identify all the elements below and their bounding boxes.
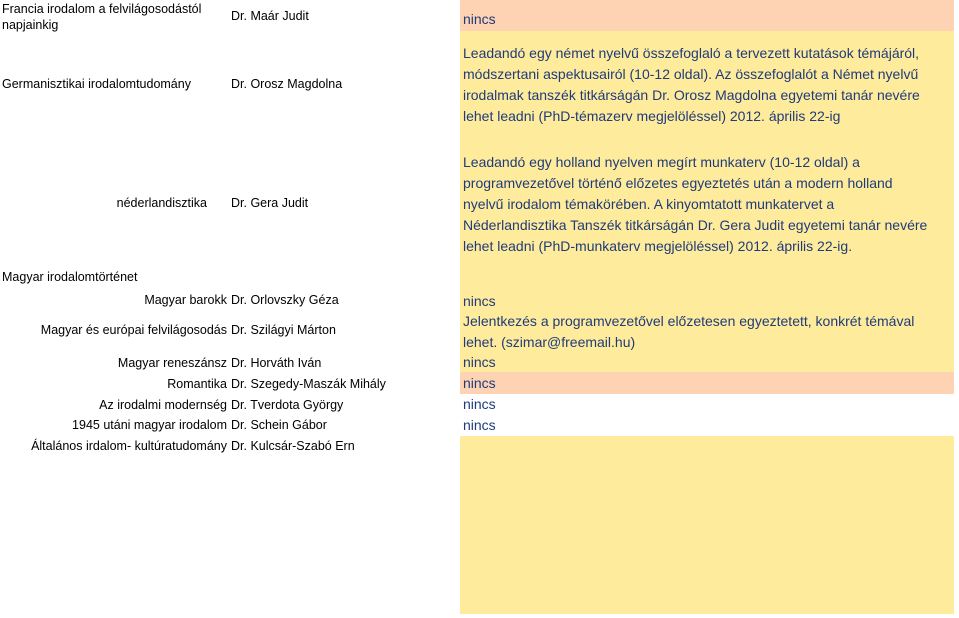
note-felvilagosodas — [460, 311, 954, 353]
note-magyar-barokk: nincs — [463, 293, 496, 309]
note-line: módszertani aspektusairól (10-12 oldal). Az összefoglalót a Német nyelvű — [463, 66, 919, 82]
subject-1945: 1945 utáni magyar irodalom — [72, 418, 227, 432]
note-line: programvezetővel történő előzetes egyeztetés után a modern holland — [463, 175, 893, 191]
teacher-gera-judit: Dr. Gera Judit — [231, 196, 309, 210]
teacher-kulcsar-szabo: Dr. Kulcsár-Szabó Ern — [231, 439, 355, 453]
note-line: irodalmak tanszék titkárságán Dr. Orosz Magdolna egyetemi tanár nevére — [463, 87, 920, 103]
subject-francia: Francia irodalom a felvilágosodástól napjainkig — [2, 2, 202, 32]
subject-germanisztika: Germanisztikai irodalomtudomány — [2, 77, 191, 91]
note-line: Leadandó egy német nyelvű összefoglaló a tervezett kutatások témájáról, — [463, 45, 920, 61]
subject-altalanos: Általános irdalom- kultúratudomány — [31, 439, 227, 453]
teacher-horvath: Dr. Horváth Iván — [231, 356, 322, 370]
note-line: lehet. (szimar@freemail.hu) — [463, 334, 636, 350]
note-line: Néderlandisztika Tanszék titkárságán Dr. Gera Judit egyetemi tanár nevére — [463, 217, 928, 233]
note-line: nyelvű irodalom témakörében. A kinyomtatott munkatervet a — [463, 196, 835, 212]
teacher-szegedy-maszak: Dr. Szegedy-Maszák Mihály — [231, 377, 386, 391]
note-line: Jelentkezés a programvezetővel előzetesen egyeztetett, konkrét témával — [463, 313, 915, 329]
note-line: lehet leadni (PhD-témazerv megjelöléssel) 2012. április 22-ig — [463, 108, 841, 124]
subject-romantika: Romantika — [167, 377, 227, 391]
note-romantika: nincs — [463, 375, 496, 391]
note-germanisztika — [460, 43, 954, 127]
teacher-tverdota: Dr. Tverdota György — [231, 398, 344, 412]
subject-reneszansz: Magyar reneszánsz — [117, 356, 227, 370]
note-modernseg: nincs — [463, 396, 496, 412]
note-reneszansz: nincs — [463, 354, 496, 370]
subject-modernseg: Az irodalmi modernség — [99, 398, 227, 412]
teacher-orosz-magdolna: Dr. Orosz Magdolna — [231, 77, 343, 91]
note-line: Leadandó egy holland nyelven megírt munkaterv (10-12 oldal) a — [463, 154, 860, 170]
teacher-schein: Dr. Schein Gábor — [231, 418, 327, 432]
note-francia: nincs — [463, 11, 496, 27]
teacher-szilagyi: Dr. Szilágyi Márton — [231, 323, 336, 337]
subject-felvilagosodas: Magyar és európai felvilágosodás — [40, 323, 227, 337]
teacher-orlovszky: Dr. Orlovszky Géza — [231, 293, 339, 307]
teacher-maar-judit: Dr. Maár Judit — [231, 9, 309, 23]
section-title: Magyar irodalomtörténet — [2, 270, 138, 284]
note-1945: nincs — [463, 417, 496, 433]
note-line: lehet leadni (PhD-munkaterv megjelöléssel) 2012. április 22-ig. — [463, 238, 853, 254]
note-nederlandisztika — [460, 152, 954, 257]
subject-nederlandisztika: néderlandisztika — [116, 196, 207, 210]
subject-magyar-barokk: Magyar barokk — [144, 293, 227, 307]
note-band-bottom — [460, 436, 954, 614]
